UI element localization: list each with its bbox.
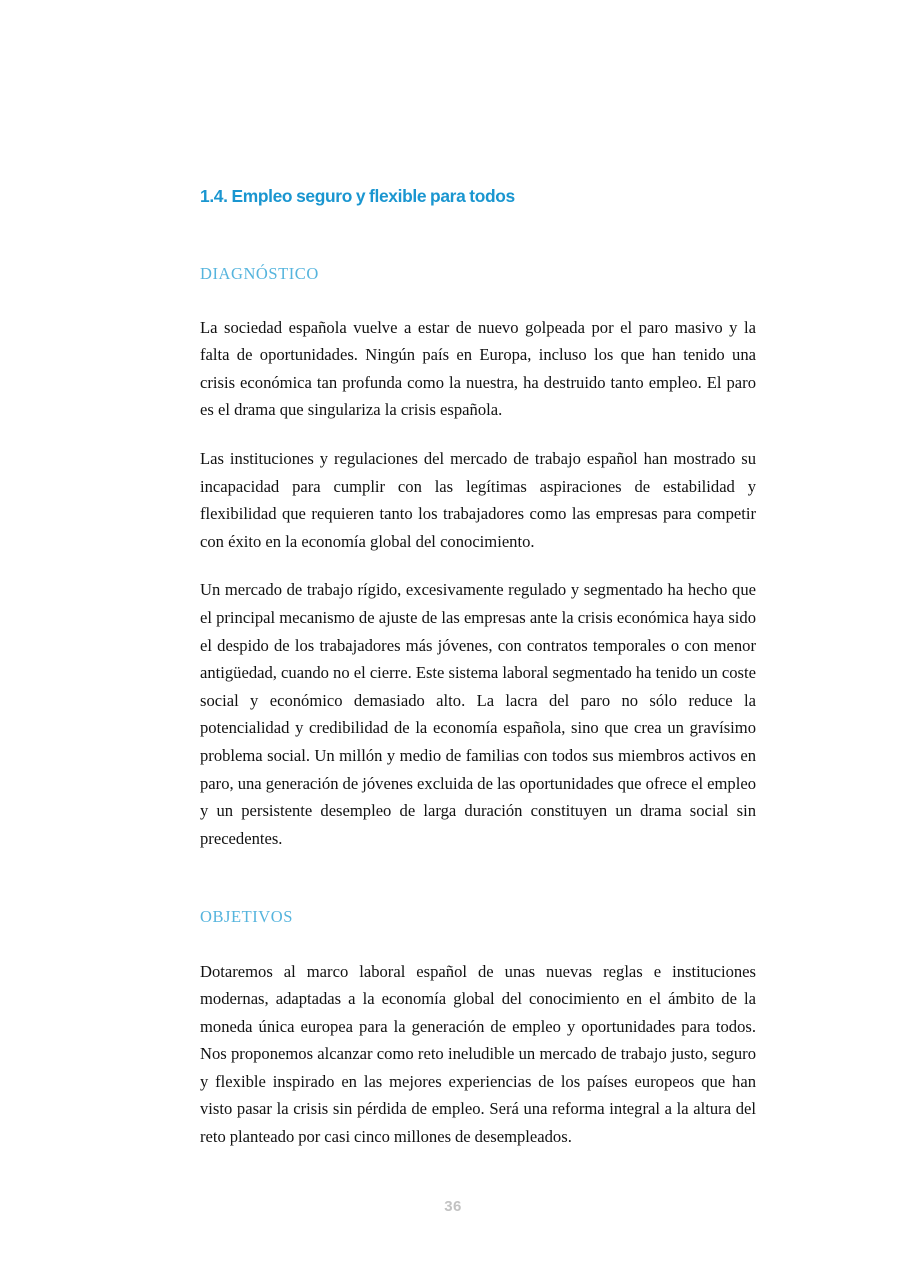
paragraph: La sociedad española vuelve a estar de nuevo golpeada por el paro masivo y la falta de oportunidades. Ningún país en Europa, incluso los que han tenido una crisis económica tan profunda como la nuestra, ha destruido tanto empleo. El paro es el drama que singulariza la crisis española. (200, 317, 756, 420)
diagnostico-paragraphs (200, 314, 756, 853)
section-heading-objetivos: OBJETIVOS (200, 907, 293, 927)
paragraph: Dotaremos al marco laboral español de unas nuevas reglas e instituciones modernas, adaptadas a la economía global del conocimiento en el ámbito de la moneda única europea para la generación de empleo y oportunidades para todos. Nos proponemos alcanzar como reto ineludible un mercado de trabajo justo, seguro y flexible inspirado en las mejores experiencias de los países europeos que han visto pasar la crisis sin pérdida de empleo. Será una reforma integral a la altura del reto planteado por casi cinco millones de desempleados. (200, 961, 756, 1147)
objetivos-paragraphs (200, 958, 756, 1151)
paragraph: Un mercado de trabajo rígido, excesivamente regulado y segmentado ha hecho que el principal mecanismo de ajuste de las empresas ante la crisis económica haya sido el despido de los trabajadores más jóvenes, con contratos temporales o con menor antigüedad, cuando no el cierre. Este sistema laboral segmentado ha tenido un coste social y económico demasiado alto. La lacra del paro no sólo reduce la potencialidad y credibilidad de la economía española, sino que crea un gravísimo problema social. Un millón y medio de familias con todos sus miembros activos en paro, una generación de jóvenes excluida de las oportunidades que ofrece el empleo y un persistente desempleo de larga duración constituyen un drama social sin precedentes. (200, 580, 756, 848)
page-content (200, 186, 756, 1151)
page-number: 36 (444, 1198, 462, 1215)
page-title: 1.4. Empleo seguro y flexible para todos (200, 186, 515, 206)
paragraph: Las instituciones y regulaciones del mercado de trabajo español han mostrado su incapacidad para cumplir con las legítimas aspiraciones de estabilidad y flexibilidad que requieren tanto los trabajadores como las empresas para competir con éxito en la economía global del conocimiento. (200, 449, 756, 551)
section-heading-diagnostico: DIAGNÓSTICO (200, 263, 319, 283)
